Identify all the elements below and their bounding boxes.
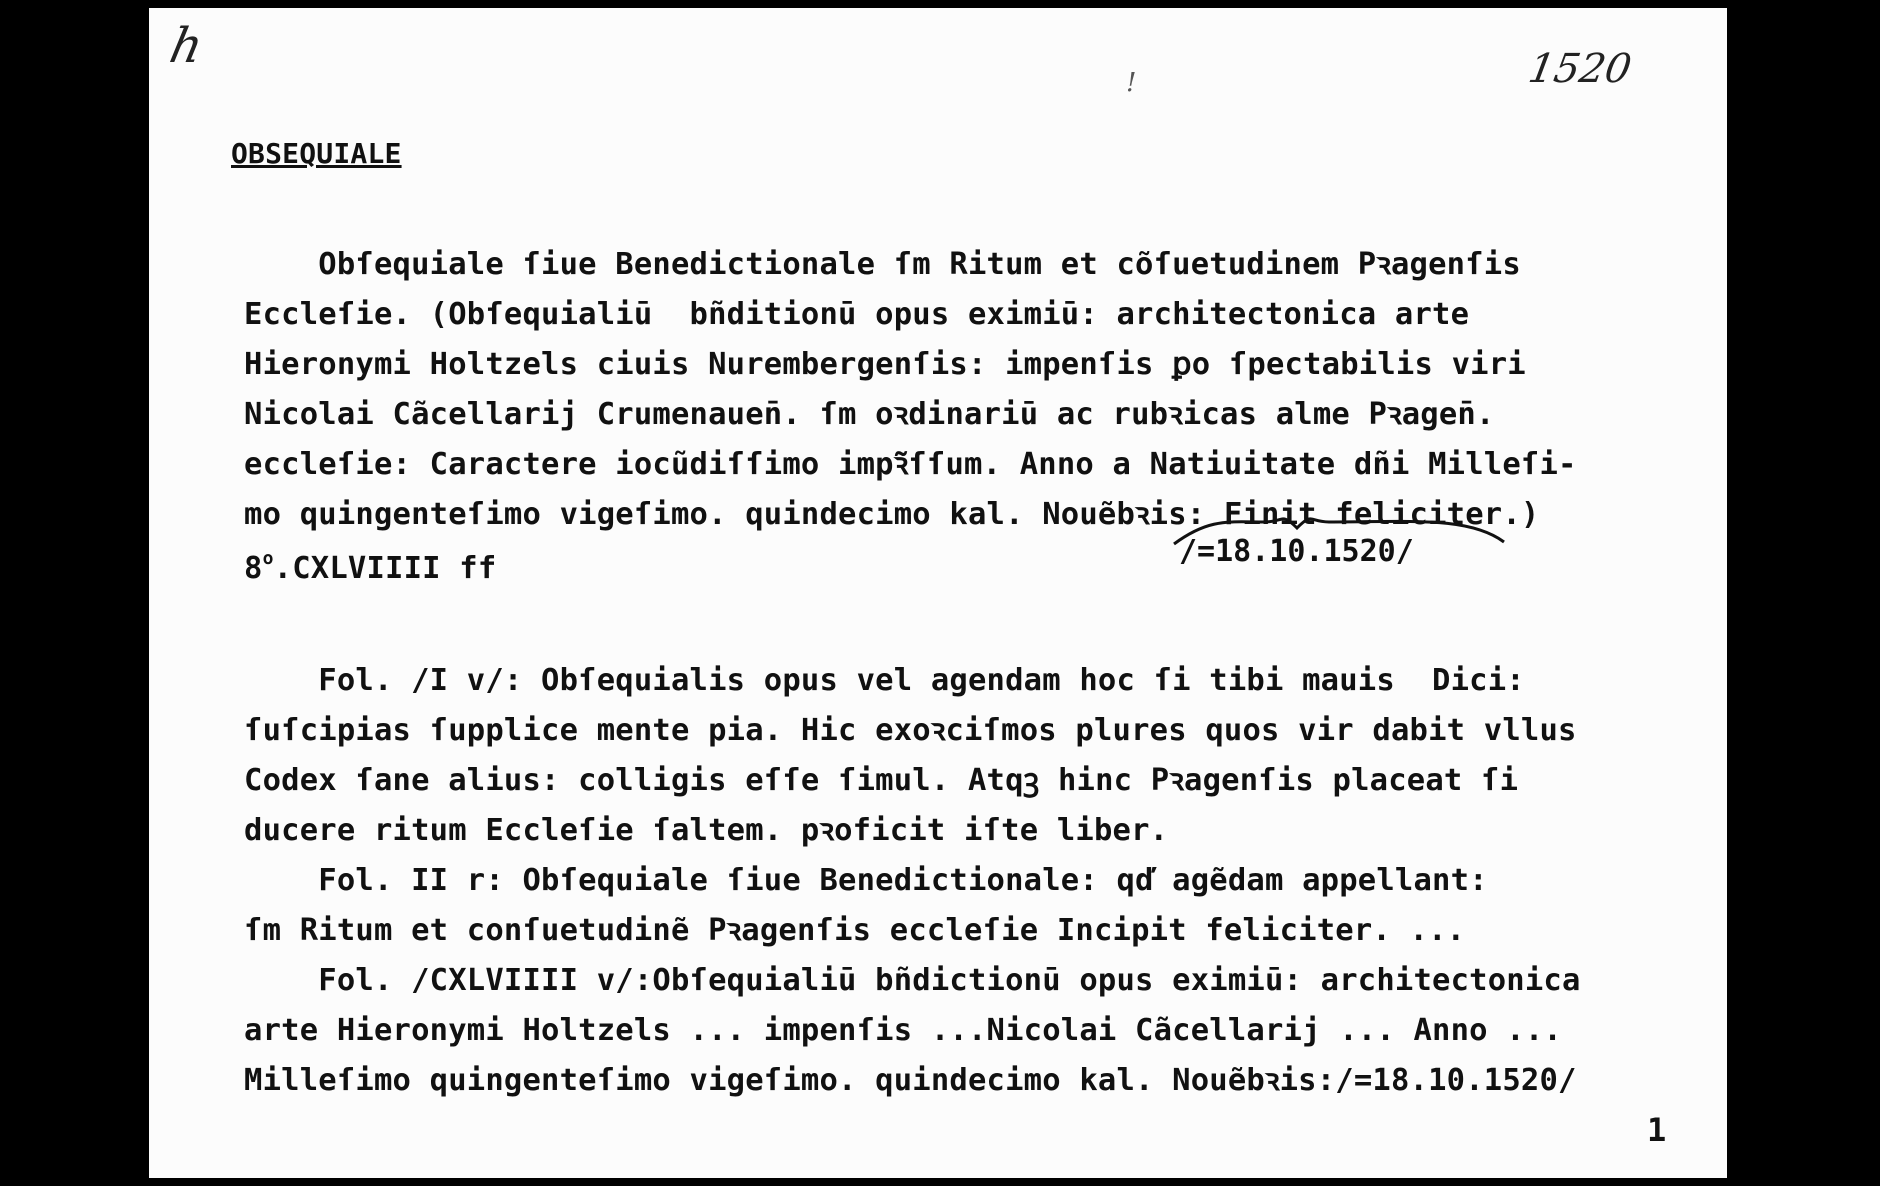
text-line: Fol. /CXLVIIII v/:Obſequialiū bñdictionū opus eximiū: architectonica (244, 963, 1581, 998)
page-number: 1 (1647, 1111, 1667, 1149)
format-superscript: o (262, 548, 274, 569)
text-line: Eccleſie. (Obſequialiū bñditionū opus eximiū: architectonica arte (244, 297, 1470, 332)
text-line: Milleſimo quingenteſimo vigeſimo. quindecimo kal. Nouẽbꝛis:/=18.10.1520/ (244, 1063, 1577, 1098)
document-heading: OBSEQUIALE (231, 137, 402, 170)
text-line: Nicolai Cãcellarij Crumenauen̄. ſm oꝛdinariū ac rubꝛicas alme Pꝛagen̄. (244, 397, 1495, 432)
text-line: ſm Ritum et conſuetudinẽ Pꝛagenſis eccleſie Incipit feliciter. ... (244, 913, 1466, 948)
handwritten-corner-mark: h (165, 18, 208, 74)
text-line: arte Hieronymi Holtzels ... impenſis ...Nicolai Cãcellarij ... Anno ... (244, 1013, 1562, 1048)
text-line: Hieronymi Holtzels ciuis Nurembergenſis: impenſis ꝑo ſpectabilis viri (244, 347, 1526, 382)
format-number: 8 (244, 551, 263, 586)
handwritten-year-note: 1520 (1524, 46, 1635, 92)
document-page (149, 8, 1727, 1178)
text-line: eccleſie: Caractere iocũdiſſimo impꝛ̃ſſum. Anno a Natiuitate dñi Milleſi- (244, 447, 1577, 482)
date-annotation: /=18.10.1520/ (1179, 534, 1414, 569)
tick-mark: ! (1126, 68, 1137, 98)
format-line (244, 544, 496, 594)
text-line: Fol. II r: Obſequiale ſiue Benedictionale: qď agẽdam appellant: (244, 863, 1488, 898)
text-line: Obſequiale ſiue Benedictionale ſm Ritum et cõſuetudinem Pꝛagenſis (244, 247, 1521, 282)
text-line: Fol. /I v/: Obſequialis opus vel agendam hoc ſi tibi mauis Dici: (244, 663, 1525, 698)
format-folio-count: .CXLVIIII ff (273, 551, 497, 586)
text-line: ducere ritum Eccleſie ſaltem. pꝛoficit iſte liber. (244, 813, 1169, 848)
text-line: ſuſcipias ſupplice mente pia. Hic exoꝛciſmos plures quos vir dabit vllus (244, 713, 1577, 748)
text-line: mo quingenteſimo vigeſimo. quindecimo kal. Nouẽbꝛis: Finit feliciter.) (244, 497, 1540, 532)
text-line: Codex ſane alius: colligis eſſe ſimul. Atqꝫ hinc Pꝛagenſis placeat ſi (244, 763, 1519, 798)
